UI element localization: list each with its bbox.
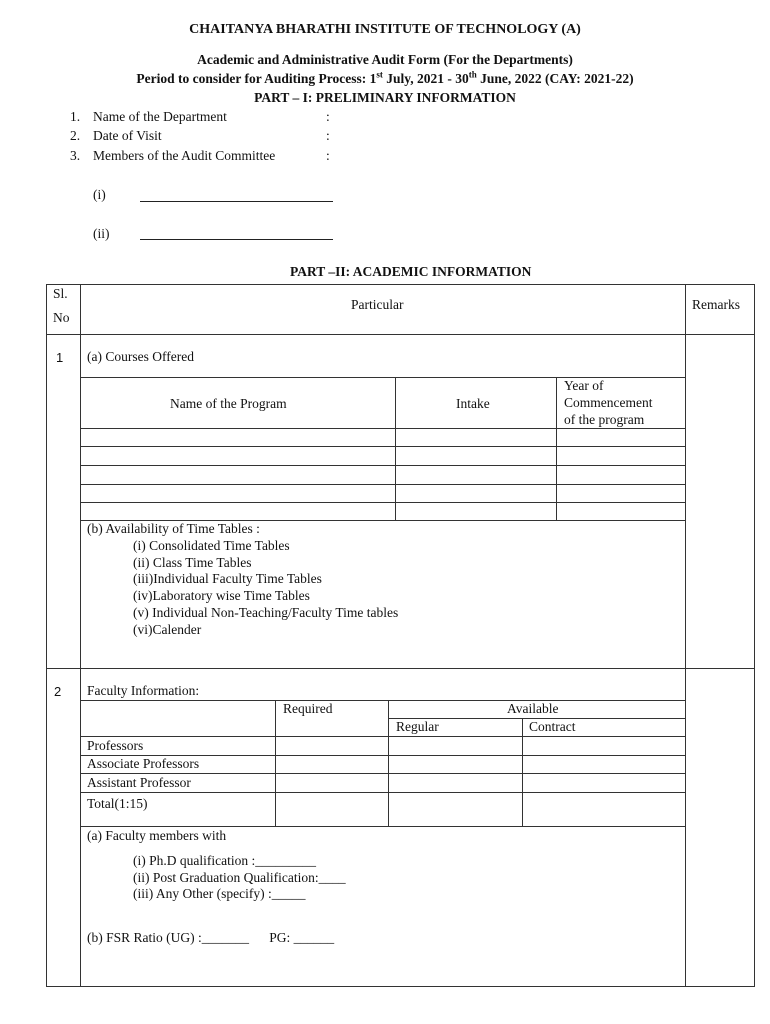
faculty-table-border	[522, 718, 523, 827]
audit-period: Period to consider for Auditing Process: 1st July, 2021 - 30th June, 2022 (CAY: 2021-22)	[136, 69, 634, 86]
table-border	[46, 668, 754, 669]
faculty-table-border	[80, 792, 685, 793]
colon: :	[326, 109, 330, 124]
table-border	[685, 284, 686, 987]
timetable-item: (iv)Laboratory wise Time Tables	[133, 588, 310, 603]
timetable-item: (v) Individual Non-Teaching/Faculty Time tables	[133, 605, 399, 620]
table-border	[46, 334, 754, 335]
courses-table-border	[395, 377, 396, 521]
member-1-blank[interactable]	[140, 201, 333, 202]
faculty-table-border	[275, 700, 276, 827]
part2-title: PART –II: ACADEMIC INFORMATION	[290, 264, 532, 279]
timetable-item: (vi)Calender	[133, 622, 202, 637]
remarks-header: Remarks	[692, 297, 740, 312]
part1-title: PART – I: PRELIMINARY INFORMATION	[254, 90, 516, 105]
member-2-blank[interactable]	[140, 239, 333, 240]
faculty-row-label: Total(1:15)	[87, 796, 148, 811]
no-header: No	[53, 310, 70, 325]
faculty-row-label: Associate Professors	[87, 756, 200, 771]
department-name-label: Name of the Department	[93, 109, 227, 124]
qualification-item: (i) Ph.D qualification :_________	[133, 853, 316, 868]
audit-committee-label: Members of the Audit Committee	[93, 148, 276, 163]
table-border	[80, 284, 81, 987]
qualification-item: (iii) Any Other (specify) :_____	[133, 886, 306, 901]
courses-table-border	[80, 502, 685, 503]
courses-table-border	[556, 377, 557, 521]
available-header: Available	[507, 701, 559, 716]
sl-header: Sl.	[53, 286, 68, 301]
courses-offered-label: (a) Courses Offered	[87, 349, 194, 364]
fsr-ratio-line: (b) FSR Ratio (UG) :_______ PG: ______	[87, 930, 335, 945]
row-number: 1	[56, 350, 64, 365]
courses-table-border	[80, 428, 685, 429]
form-title: Academic and Administrative Audit Form (For the Departments)	[197, 52, 573, 67]
timetable-item: (i) Consolidated Time Tables	[133, 538, 290, 553]
member-label: (ii)	[93, 226, 110, 241]
row-number: 2	[54, 684, 62, 699]
part1-item-num: 2.	[70, 128, 81, 143]
faculty-row-label: Professors	[87, 738, 144, 753]
faculty-table-border	[388, 700, 389, 827]
courses-table-border	[80, 446, 685, 447]
courses-table-border	[80, 465, 685, 466]
qualification-item: (ii) Post Graduation Qualification:____	[133, 870, 346, 885]
courses-table-border	[80, 484, 685, 485]
timetable-item: (iii)Individual Faculty Time Tables	[133, 571, 322, 586]
year-header: of the program	[564, 412, 645, 427]
faculty-row-label: Assistant Professor	[87, 775, 191, 790]
faculty-info-label: Faculty Information:	[87, 683, 200, 698]
faculty-table-border	[80, 736, 685, 737]
part1-item-num: 3.	[70, 148, 81, 163]
faculty-table-border	[80, 826, 685, 827]
date-of-visit-label: Date of Visit	[93, 128, 162, 143]
contract-header: Contract	[529, 719, 576, 734]
table-border	[46, 284, 47, 987]
colon: :	[326, 148, 330, 163]
timetable-item: (ii) Class Time Tables	[133, 555, 252, 570]
table-border	[46, 986, 754, 987]
faculty-members-with-label: (a) Faculty members with	[87, 828, 227, 843]
faculty-table-border	[80, 773, 685, 774]
faculty-table-border	[80, 700, 685, 701]
timetables-label: (b) Availability of Time Tables :	[87, 521, 260, 536]
year-header: Commencement	[564, 395, 653, 410]
part1-item-num: 1.	[70, 109, 81, 124]
table-border	[46, 284, 754, 285]
particular-header: Particular	[351, 297, 404, 312]
program-name-header: Name of the Program	[170, 396, 287, 411]
colon: :	[326, 128, 330, 143]
regular-header: Regular	[396, 719, 439, 734]
year-header: Year of	[564, 378, 604, 393]
table-border	[754, 284, 755, 987]
intake-header: Intake	[456, 396, 490, 411]
institute-name: CHAITANYA BHARATHI INSTITUTE OF TECHNOLOGY (A)	[189, 22, 581, 37]
required-header: Required	[283, 701, 333, 716]
member-label: (i)	[93, 187, 106, 202]
